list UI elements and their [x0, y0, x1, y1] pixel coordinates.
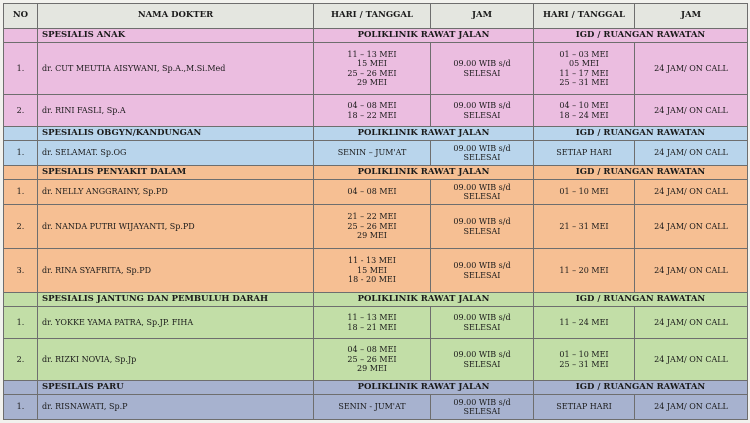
section-title: SPESILAIS PARU: [38, 381, 314, 395]
doctor-schedule-table: [3, 3, 748, 420]
poli-dates: 04 – 08 MEI 18 – 22 MEI: [314, 95, 431, 127]
header-time-igd: JAM: [635, 4, 748, 29]
doctor-name: dr. NELLY ANGGRAINY, Sp.PD: [38, 180, 314, 205]
igd-dates: 01 – 03 MEI 05 MEI 11 – 17 MEI 25 – 31 MEI: [534, 43, 635, 95]
poli-time: 09.00 WIB s/d SELESAI: [431, 395, 534, 420]
igd-dates: 21 – 31 MEI: [534, 205, 635, 249]
table-row: [4, 141, 748, 166]
igd-time: 24 JAM/ ON CALL: [635, 95, 748, 127]
poli-time: 09.00 WIB s/d SELESAI: [431, 180, 534, 205]
row-no: 2.: [4, 339, 38, 381]
row-no: 1.: [4, 395, 38, 420]
doctor-name: dr. RINI FASLI, Sp.A: [38, 95, 314, 127]
igd-time: 24 JAM/ ON CALL: [635, 205, 748, 249]
row-no: 1.: [4, 307, 38, 339]
section-poli-label: POLIKLINIK RAWAT JALAN: [314, 293, 534, 307]
section-poli-label: POLIKLINIK RAWAT JALAN: [314, 127, 534, 141]
row-no: 1.: [4, 180, 38, 205]
igd-dates: 01 – 10 MEI: [534, 180, 635, 205]
poli-dates: 11 - 13 MEI 15 MEI 18 - 20 MEI: [314, 249, 431, 293]
section-igd-label: IGD / RUANGAN RAWATAN: [534, 127, 748, 141]
doctor-name: dr. YOKKE YAMA PATRA, Sp.JP. FIHA: [38, 307, 314, 339]
header-no: NO: [4, 4, 38, 29]
poli-time: 09.00 WIB s/d SELESAI: [431, 249, 534, 293]
header-row: [4, 4, 748, 29]
section-no-cell: [4, 166, 38, 180]
table-row: [4, 395, 748, 420]
section-no-cell: [4, 29, 38, 43]
row-no: 3.: [4, 249, 38, 293]
igd-time: 24 JAM/ ON CALL: [635, 395, 748, 420]
poli-time: 09.00 WIB s/d SELESAI: [431, 307, 534, 339]
igd-dates: SETIAP HARI: [534, 141, 635, 166]
section-igd-label: IGD / RUANGAN RAWATAN: [534, 166, 748, 180]
doctor-name: dr. SELAMAT. Sp.OG: [38, 141, 314, 166]
row-no: 1.: [4, 43, 38, 95]
poli-dates: 21 – 22 MEI 25 – 26 MEI 29 MEI: [314, 205, 431, 249]
section-no-cell: [4, 127, 38, 141]
poli-time: 09.00 WIB s/d SELESAI: [431, 43, 534, 95]
doctor-name: dr. RISNAWATI, Sp.P: [38, 395, 314, 420]
igd-dates: SETIAP HARI: [534, 395, 635, 420]
igd-time: 24 JAM/ ON CALL: [635, 43, 748, 95]
poli-dates: 04 – 08 MEI: [314, 180, 431, 205]
doctor-name: dr. RIZKI NOVIA, Sp.Jp: [38, 339, 314, 381]
doctor-name: dr. NANDA PUTRI WIJAYANTI, Sp.PD: [38, 205, 314, 249]
poli-time: 09.00 WIB s/d SELESAI: [431, 339, 534, 381]
igd-dates: 11 – 24 MEI: [534, 307, 635, 339]
table-row: [4, 249, 748, 293]
section-header-obgyn: [4, 127, 748, 141]
poli-dates: 04 – 08 MEI 25 – 26 MEI 29 MEI: [314, 339, 431, 381]
section-no-cell: [4, 381, 38, 395]
section-header-jantung: [4, 293, 748, 307]
row-no: 2.: [4, 95, 38, 127]
section-poli-label: POLIKLINIK RAWAT JALAN: [314, 166, 534, 180]
section-igd-label: IGD / RUANGAN RAWATAN: [534, 293, 748, 307]
igd-time: 24 JAM/ ON CALL: [635, 249, 748, 293]
poli-time: 09.00 WIB s/d SELESAI: [431, 141, 534, 166]
section-igd-label: IGD / RUANGAN RAWATAN: [534, 29, 748, 43]
section-title: SPESIALIS ANAK: [38, 29, 314, 43]
header-time-poli: JAM: [431, 4, 534, 29]
section-title: SPESIALIS JANTUNG DAN PEMBULUH DARAH: [38, 293, 314, 307]
section-header-anak: [4, 29, 748, 43]
table-row: [4, 43, 748, 95]
row-no: 1.: [4, 141, 38, 166]
doctor-name: dr. RINA SYAFRITA, Sp.PD: [38, 249, 314, 293]
igd-time: 24 JAM/ ON CALL: [635, 307, 748, 339]
section-poli-label: POLIKLINIK RAWAT JALAN: [314, 29, 534, 43]
poli-dates: 11 – 13 MEI 18 – 21 MEI: [314, 307, 431, 339]
poli-time: 09.00 WIB s/d SELESAI: [431, 205, 534, 249]
poli-time: 09.00 WIB s/d SELESAI: [431, 95, 534, 127]
header-date-igd: HARI / TANGGAL: [534, 4, 635, 29]
igd-dates: 11 – 20 MEI: [534, 249, 635, 293]
table-row: [4, 205, 748, 249]
doctor-name: dr. CUT MEUTIA AISYWANI, Sp.A.,M.Si.Med: [38, 43, 314, 95]
table-row: [4, 180, 748, 205]
section-title: SPESIALIS OBGYN/KANDUNGAN: [38, 127, 314, 141]
table-row: [4, 307, 748, 339]
igd-time: 24 JAM/ ON CALL: [635, 339, 748, 381]
row-no: 2.: [4, 205, 38, 249]
igd-dates: 01 – 10 MEI 25 – 31 MEI: [534, 339, 635, 381]
section-poli-label: POLIKLINIK RAWAT JALAN: [314, 381, 534, 395]
table-row: [4, 95, 748, 127]
poli-dates: 11 – 13 MEI 15 MEI 25 – 26 MEI 29 MEI: [314, 43, 431, 95]
poli-dates: SENIN - JUM'AT: [314, 395, 431, 420]
section-no-cell: [4, 293, 38, 307]
table-row: [4, 339, 748, 381]
section-igd-label: IGD / RUANGAN RAWATAN: [534, 381, 748, 395]
header-doctor: NAMA DOKTER: [38, 4, 314, 29]
header-date-poli: HARI / TANGGAL: [314, 4, 431, 29]
igd-time: 24 JAM/ ON CALL: [635, 141, 748, 166]
igd-time: 24 JAM/ ON CALL: [635, 180, 748, 205]
section-header-dalam: [4, 166, 748, 180]
poli-dates: SENIN – JUM'AT: [314, 141, 431, 166]
section-header-paru: [4, 381, 748, 395]
section-title: SPESIALIS PENYAKIT DALAM: [38, 166, 314, 180]
igd-dates: 04 – 10 MEI 18 – 24 MEI: [534, 95, 635, 127]
